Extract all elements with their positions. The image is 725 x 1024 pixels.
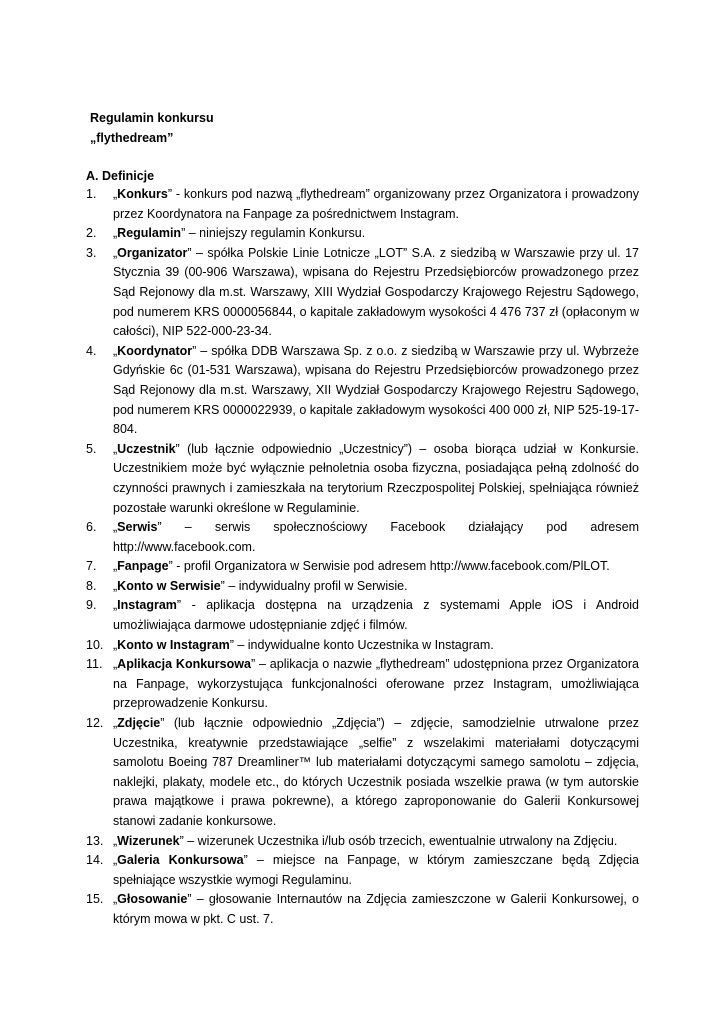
definition-close-quote: ”	[167, 187, 173, 201]
definition-term: Organizator	[117, 245, 188, 260]
definition-text: – indywidualny profil w Serwisie.	[224, 578, 408, 593]
definition-text: - konkurs pod nazwą „flythedream” organizowany przez Organizatora i prowadzony przez Koordynatora na Fanpage za pośrednictwem Instagram.	[113, 187, 639, 221]
definition-number: 13.	[86, 833, 104, 848]
definition-text: – miejsce na Fanpage, w którym zamieszczane będą Zdjęcia spełniające wszystkie wymogi Regulaminu.	[113, 853, 640, 887]
definition-number: 6.	[86, 520, 97, 535]
definition-item	[86, 832, 639, 852]
definition-open-quote: „	[113, 598, 118, 613]
definition-close-quote: ”	[176, 598, 182, 613]
definition-close-quote: ”	[181, 226, 186, 241]
definition-close-quote: ”	[175, 441, 180, 456]
definition-text: spółka Polskie Linie Lotnicze „LOT” S.A. z siedzibą w Warszawie przy ul. 17 Stycznia 39 (00-906 Warszawa), wpisana do Rejestru Przedsiębiorców prowadzonego przez Sąd Rejonowy dla m.st. Warszawy, XIII Wydział Gospodarczy Krajowego Rejestru Sądowego, pod numerem KRS 0000056844, o kapitale zakładowym wysokości 4 476 737 zł (opłaconym w całości), NIP 522-000-23-34.	[113, 245, 639, 339]
definition-item	[86, 557, 639, 577]
definition-item	[86, 185, 639, 224]
definition-open-quote: „	[113, 343, 118, 358]
definition-open-quote: „	[113, 716, 118, 731]
definition-open-quote: „	[113, 833, 118, 848]
definition-term: Instagram	[117, 598, 177, 613]
definition-item	[86, 440, 639, 518]
definition-number: 1.	[86, 187, 97, 201]
definition-number: 9.	[86, 598, 97, 613]
definition-number: 8.	[86, 578, 97, 593]
definition-open-quote: „	[113, 441, 118, 456]
definition-open-quote: „	[113, 637, 118, 652]
definition-term: Konkurs	[117, 187, 168, 201]
definitions-list	[86, 185, 639, 930]
definition-number: 4.	[86, 343, 97, 358]
definition-number: 2.	[86, 226, 97, 241]
definition-number: 11.	[86, 657, 103, 672]
definition-close-quote: ”	[168, 559, 173, 574]
definition-open-quote: „	[113, 520, 118, 535]
definition-text: – niniejszy regulamin Konkursu.	[185, 226, 366, 241]
definition-close-quote: ” –	[187, 245, 203, 260]
definition-item	[86, 244, 639, 342]
definition-text: – wizerunek Uczestnika i/lub osób trzecich, ewentualnie utrwalony na Zdjęciu.	[183, 833, 618, 848]
definition-open-quote: „	[113, 245, 118, 260]
definition-number: 7.	[86, 559, 97, 574]
section-a-heading: A. Definicje	[86, 169, 155, 183]
definition-number: 10.	[86, 637, 104, 652]
definition-number: 12.	[86, 716, 104, 731]
definition-close-quote: ”	[220, 578, 225, 593]
document-title	[90, 108, 214, 148]
definition-item	[86, 224, 639, 244]
definition-text: – głosowanie Internautów na Zdjęcia zamieszczone w Galerii Konkursowej, o którym mowa w pkt. C ust. 7.	[113, 892, 639, 926]
definition-close-quote: ”	[250, 657, 256, 672]
definition-item	[86, 851, 639, 890]
definition-text: – indywidualne konto Uczestnika w Instagram.	[233, 637, 494, 652]
definition-open-quote: „	[113, 559, 118, 574]
definition-text: – aplikacja o nazwie „flythedream” udostępniona przez Organizatora na Fanpage, wykorzystująca funkcjonalności oferowane przez Instagram, umożliwiająca przeprowadzenie Konkursu.	[113, 657, 639, 711]
definition-item	[86, 596, 639, 635]
definition-term: Głosowanie	[117, 892, 188, 907]
definition-term: Serwis	[117, 520, 158, 535]
definition-text: – serwis społecznościowy Facebook działający pod adresem http://www.facebook.com.	[113, 520, 639, 554]
definition-term: Aplikacja Konkursowa	[117, 657, 251, 672]
definition-close-quote: ”	[229, 637, 234, 652]
definition-close-quote: ”	[160, 716, 165, 731]
definition-text: - aplikacja dostępna na urządzenia z systemami Apple iOS i Android umożliwiająca darmowe udostępnianie zdjęć i filmów.	[113, 598, 639, 633]
definition-item	[86, 518, 639, 557]
definition-term: Konto w Serwisie	[117, 578, 221, 593]
definition-close-quote: ” –	[192, 343, 208, 358]
definition-term: Wizerunek	[117, 833, 180, 848]
definition-number: 14.	[86, 853, 104, 868]
definition-item	[86, 577, 639, 597]
definition-close-quote: ”	[243, 853, 248, 868]
definition-term: Uczestnik	[117, 441, 176, 456]
definition-close-quote: ”	[187, 892, 192, 907]
definition-number: 3.	[86, 245, 97, 260]
definition-item	[86, 714, 639, 832]
definition-text: (lub łącznie odpowiednio „Zdjęcia”) – zdjęcie, samodzielnie utrwalone przez Uczestnika, kreatywnie przedstawiające „selfie” z wszelakimi materiałami dotyczącymi samolotu Boeing 787 Dreamliner™ lub materiałami dotyczącymi samego samolotu – zdjęcia, naklejki, plakaty, modele etc., do których Uczestnik posiada wszelkie prawa (w tym autorskie prawa majątkowe i prawa pokrewne), a którego zaproponowanie do Galerii Konkursowej stanowi zadanie konkursowe.	[113, 716, 639, 828]
definition-open-quote: „	[113, 187, 118, 201]
definition-item	[86, 890, 639, 929]
definition-term: Fanpage	[117, 559, 169, 574]
definition-term: Zdjęcie	[117, 716, 161, 731]
definition-term: Regulamin	[117, 226, 182, 241]
definition-item	[86, 636, 639, 656]
definition-open-quote: „	[113, 657, 118, 672]
definition-number: 15.	[86, 892, 104, 907]
definition-item	[86, 655, 639, 714]
definition-open-quote: „	[113, 853, 118, 868]
definition-open-quote: „	[113, 892, 118, 907]
definition-text: - profil Organizatora w Serwisie pod adresem http://www.facebook.com/PlLOT.	[172, 559, 610, 574]
title-line-1: Regulamin konkursu	[90, 111, 214, 125]
definition-item	[86, 342, 639, 440]
definition-term: Konto w Instagram	[117, 637, 230, 652]
definition-close-quote: ”	[179, 833, 184, 848]
definition-open-quote: „	[113, 226, 118, 241]
definition-text: (lub łącznie odpowiednio „Uczestnicy”) – osoba biorąca udział w Konkursie. Uczestnikiem może być wyłącznie pełnoletnia osoba fizyczna, posiadająca pełną zdolność do czynności prawnych i zamieszkała na terytorium Rzeczpospolitej Polskiej, spełniająca również pozostałe warunki określone w Regulaminie.	[113, 441, 639, 515]
definition-text: spółka DDB Warszawa Sp. z o.o. z siedzibą w Warszawie przy ul. Wybrzeże Gdyńskie 6c (01-531 Warszawa), wpisana do Rejestru Przedsiębiorców prowadzonego przez Sąd Rejonowy dla m.st. Warszawy, XII Wydział Gospodarczy Krajowego Rejestru Sądowego, pod numerem KRS 0000022939, o kapitale zakładowym wysokości 400 000 zł, NIP 525-19-17-804.	[113, 343, 640, 437]
title-line-2: „flythedream”	[90, 131, 174, 145]
definition-close-quote: ”	[157, 520, 162, 535]
definition-open-quote: „	[113, 578, 118, 593]
definition-term: Galeria Konkursowa	[117, 853, 244, 868]
definition-term: Koordynator	[117, 343, 193, 358]
definition-number: 5.	[86, 441, 97, 456]
